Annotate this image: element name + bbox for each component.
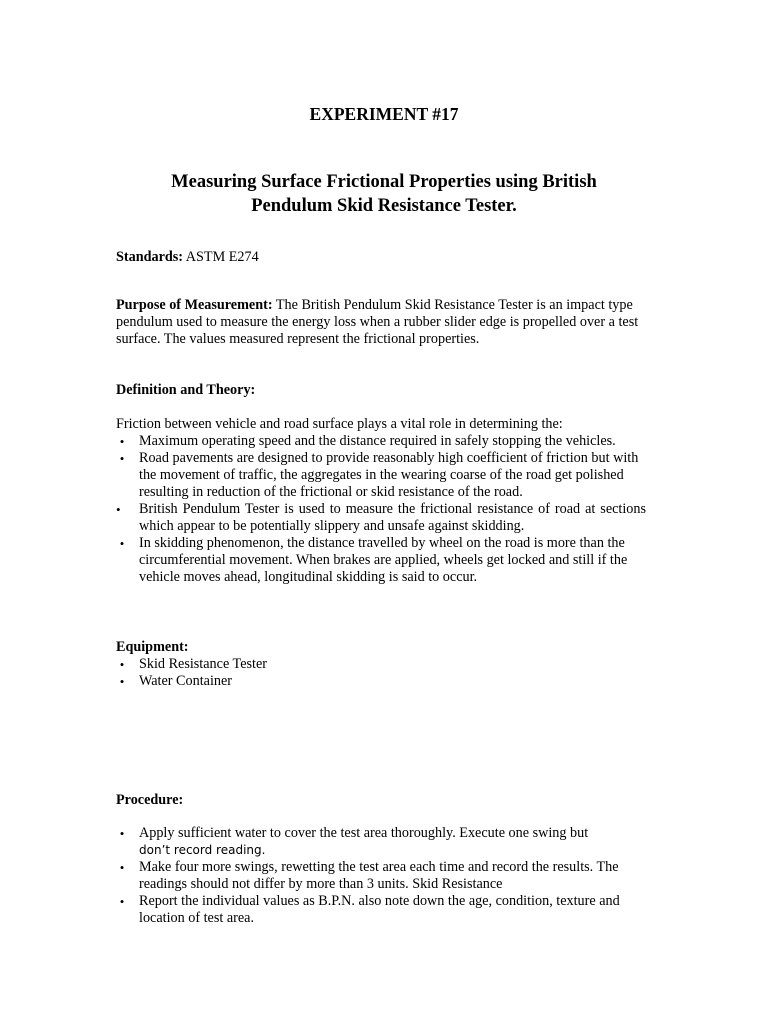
list-item	[116, 535, 646, 586]
bullet-text: Maximum operating speed and the distance required in safely stopping the vehicles.	[139, 433, 616, 449]
list-item	[116, 501, 646, 535]
title-line-1: Measuring Surface Frictional Properties using British	[171, 172, 597, 192]
bullet-icon: •	[119, 826, 125, 841]
bullet-text: In skidding phenomenon, the distance travelled by wheel on the road is more than the circumferential movement. When brakes are applied, wheels get locked and still if the vehicle moves ahead, longitudinal skidding is said to occur.	[139, 535, 628, 585]
standards-label: Standards:	[116, 249, 184, 265]
standards-line	[116, 249, 646, 266]
experiment-title: EXPERIMENT #17	[309, 104, 459, 124]
bullet-text: Road pavements are designed to provide reasonably high coefficient of friction but with the movement of traffic, the aggregates in the wearing coarse of the road get polished resulting in reduction of the frictional or skid resistance of the road.	[139, 450, 639, 500]
bullet-icon: •	[119, 894, 125, 909]
bullet-icon: •	[119, 657, 125, 672]
equipment-item: Skid Resistance Tester	[139, 656, 267, 672]
procedure-step-3: Report the individual values as B.P.N. also note down the age, condition, texture and location of test area.	[139, 893, 620, 926]
list-item	[116, 859, 646, 893]
list-item	[116, 656, 646, 673]
bullet-text: British Pendulum Tester is used to measure the frictional resistance of road at sections which appear to be potentially slippery and unsafe against skidding.	[139, 501, 646, 534]
bullet-icon: •	[119, 860, 125, 875]
list-item	[116, 450, 646, 501]
procedure-step-1-tail: don’t record reading.	[139, 843, 266, 857]
definition-heading: Definition and Theory:	[116, 382, 256, 398]
list-item	[116, 893, 646, 927]
equipment-heading: Equipment:	[116, 639, 189, 655]
definition-bullet-list	[116, 433, 646, 586]
procedure-step-2: Make four more swings, rewetting the test area each time and record the results. The readings should not differ by more than 3 units. Skid Resistance	[139, 859, 619, 892]
document-title	[100, 170, 668, 218]
procedure-step-1: Apply sufficient water to cover the test area thoroughly. Execute one swing but	[139, 825, 589, 841]
list-item	[116, 825, 646, 859]
bullet-icon: •	[119, 674, 125, 689]
equipment-item: Water Container	[139, 673, 233, 689]
equipment-list	[116, 656, 646, 690]
bullet-icon: •	[119, 536, 125, 551]
bullet-icon: •	[116, 502, 121, 517]
standards-value: ASTM E274	[185, 249, 259, 265]
purpose-paragraph	[116, 297, 648, 348]
procedure-list	[116, 825, 646, 927]
bullet-icon: •	[119, 451, 125, 466]
purpose-text: The British Pendulum Skid Resistance Tester is an impact type pendulum used to measure the energy loss when a rubber slider edge is propelled over a test surface. The values measured represent the frictional properties.	[116, 297, 639, 347]
list-item	[116, 673, 646, 690]
title-line-2: Pendulum Skid Resistance Tester.	[251, 196, 517, 216]
list-item	[116, 433, 646, 450]
bullet-icon: •	[119, 434, 125, 449]
purpose-label: Purpose of Measurement:	[116, 297, 273, 313]
definition-intro: Friction between vehicle and road surface plays a vital role in determining the:	[116, 416, 563, 432]
procedure-heading: Procedure:	[116, 792, 184, 808]
